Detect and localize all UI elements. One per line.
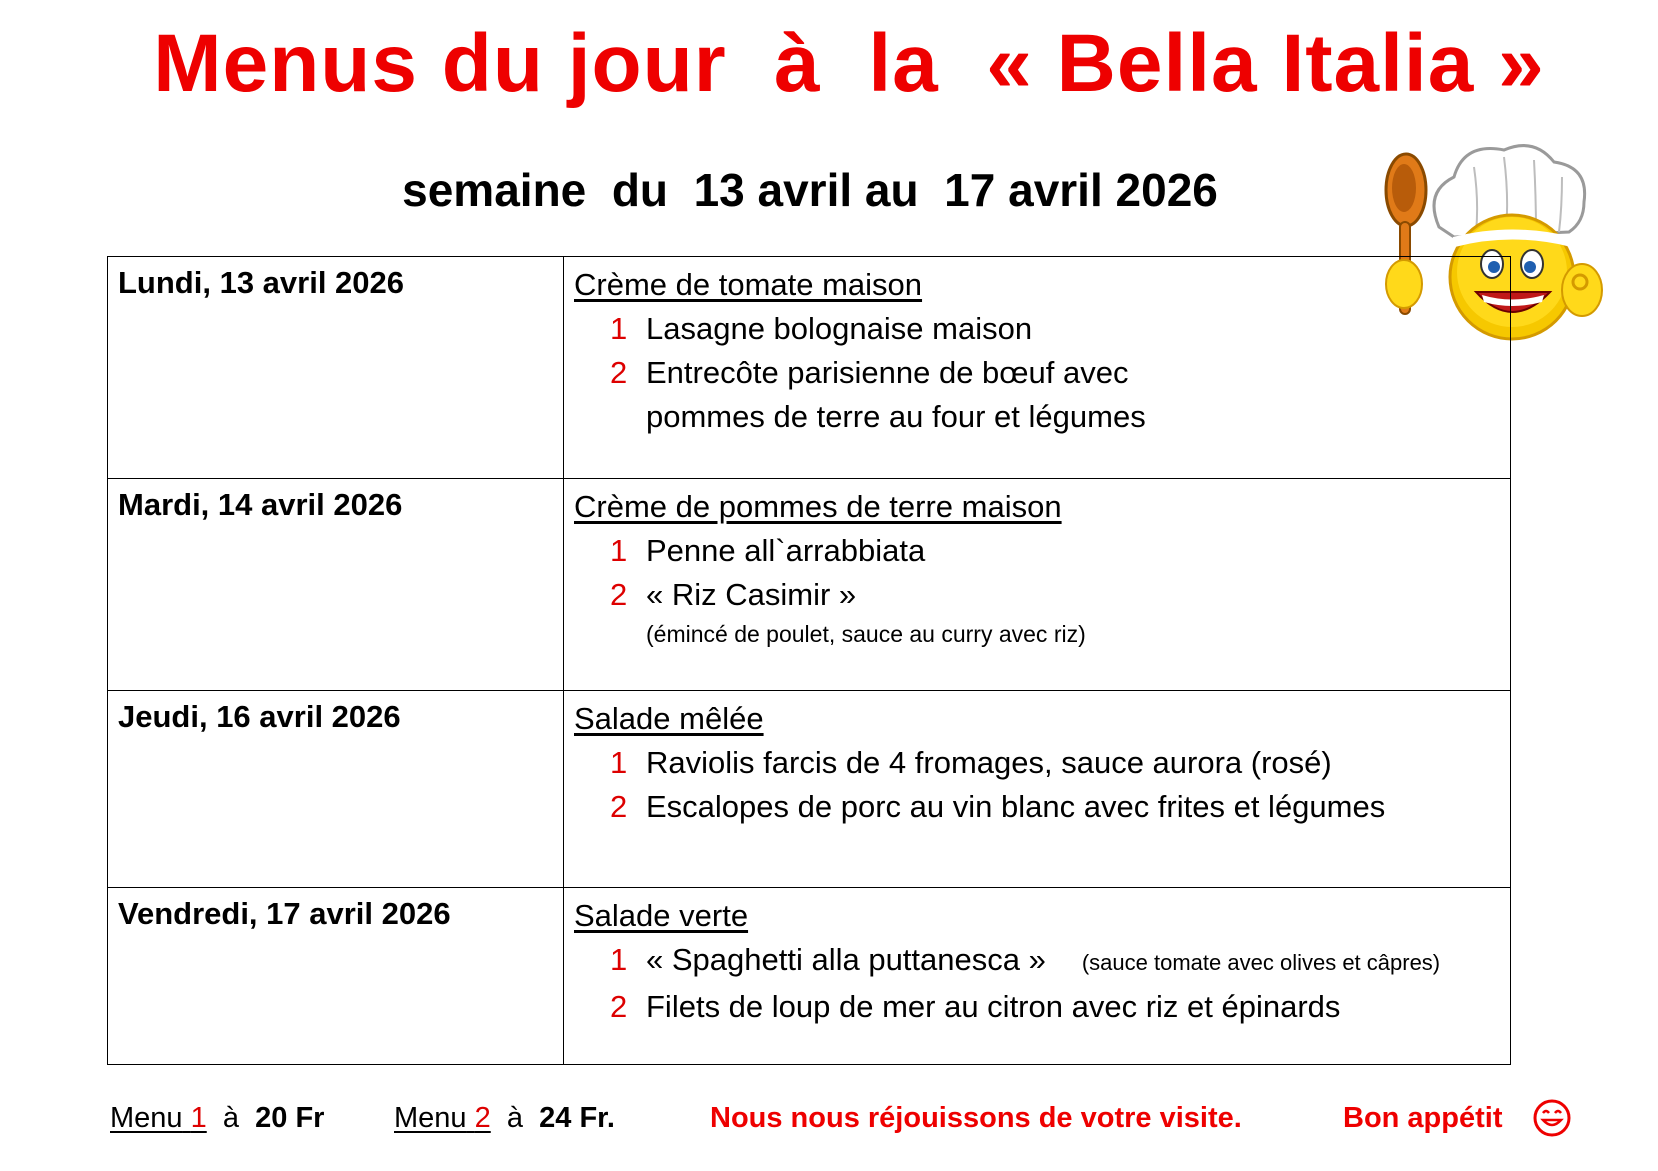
menu-1-dish	[574, 529, 1500, 573]
footer	[0, 1096, 1658, 1140]
week-subtitle: semaine du 13 avril au 17 avril 2026	[402, 164, 1218, 216]
table-row	[108, 257, 1511, 479]
starter: Salade verte	[574, 898, 749, 933]
menu-number: 1	[610, 745, 628, 780]
menu-number: 2	[610, 989, 628, 1024]
starter: Crème de tomate maison	[574, 267, 923, 302]
page-title: Menus du jour à la « Bella Italia »	[153, 18, 1545, 109]
dish-text: Filets de loup de mer au citron avec riz et épinards	[646, 989, 1341, 1024]
day-label: Vendredi, 17 avril 2026	[108, 888, 564, 1065]
menu-table	[107, 256, 1511, 1065]
dish-text: « Riz Casimir »	[646, 577, 857, 612]
dishes-cell	[564, 888, 1511, 1065]
menu-1-price: Menu 1 à 20 Fr	[110, 1102, 325, 1134]
menu-1-dish	[574, 938, 1500, 985]
day-label: Mardi, 14 avril 2026	[108, 479, 564, 691]
dish-text: « Spaghetti alla puttanesca »	[646, 942, 1046, 977]
dishes-cell	[564, 479, 1511, 691]
dish-continuation: pommes de terre au four et légumes	[646, 399, 1146, 434]
menu-1-dish	[574, 741, 1500, 785]
menu-2-label: Menu 2	[394, 1102, 491, 1134]
day-label: Jeudi, 16 avril 2026	[108, 691, 564, 888]
table-row	[108, 479, 1511, 691]
menu-1-dish	[574, 307, 1500, 351]
closing-message: Bon appétit	[1343, 1102, 1503, 1134]
menu-2-dish	[574, 351, 1500, 395]
smiley-icon	[1532, 1098, 1572, 1138]
dish-text: Lasagne bolognaise maison	[646, 311, 1033, 346]
menu-2-dish	[574, 785, 1500, 829]
menu-number: 2	[610, 577, 628, 612]
menu-1-label: Menu 1	[110, 1102, 207, 1134]
menu-2-dish	[574, 573, 1500, 617]
menu-1-number: 1	[190, 1102, 207, 1134]
menu-1-amount: 20 Fr	[255, 1102, 325, 1134]
starter: Crème de pommes de terre maison	[574, 489, 1062, 524]
menu-2-price: Menu 2 à 24 Fr.	[394, 1102, 615, 1134]
welcome-message: Nous nous réjouissons de votre visite.	[710, 1102, 1242, 1134]
dish-text: Penne all`arrabbiata	[646, 533, 926, 568]
dish-text: Raviolis farcis de 4 fromages, sauce aurora (rosé)	[646, 745, 1332, 780]
starter: Salade mêlée	[574, 701, 764, 736]
day-label: Lundi, 13 avril 2026	[108, 257, 564, 479]
menu-2-amount: 24 Fr.	[539, 1102, 615, 1134]
dish-note: (émincé de poulet, sauce au curry avec riz)	[646, 621, 1086, 647]
table-row	[108, 888, 1511, 1065]
menu-2-dish	[574, 985, 1500, 1029]
menu-2-number: 2	[474, 1102, 491, 1134]
table-row	[108, 691, 1511, 888]
menu-number: 1	[610, 942, 628, 977]
menu-number: 2	[610, 789, 628, 824]
dishes-cell	[564, 257, 1511, 479]
dish-note: (sauce tomate avec olives et câpres)	[1081, 950, 1441, 975]
menu-number: 2	[610, 355, 628, 390]
dish-text: Escalopes de porc au vin blanc avec frites et légumes	[646, 789, 1386, 824]
dish-text: Entrecôte parisienne de bœuf avec	[646, 355, 1129, 390]
menu-number: 1	[610, 311, 628, 346]
dishes-cell	[564, 691, 1511, 888]
menu-number: 1	[610, 533, 628, 568]
